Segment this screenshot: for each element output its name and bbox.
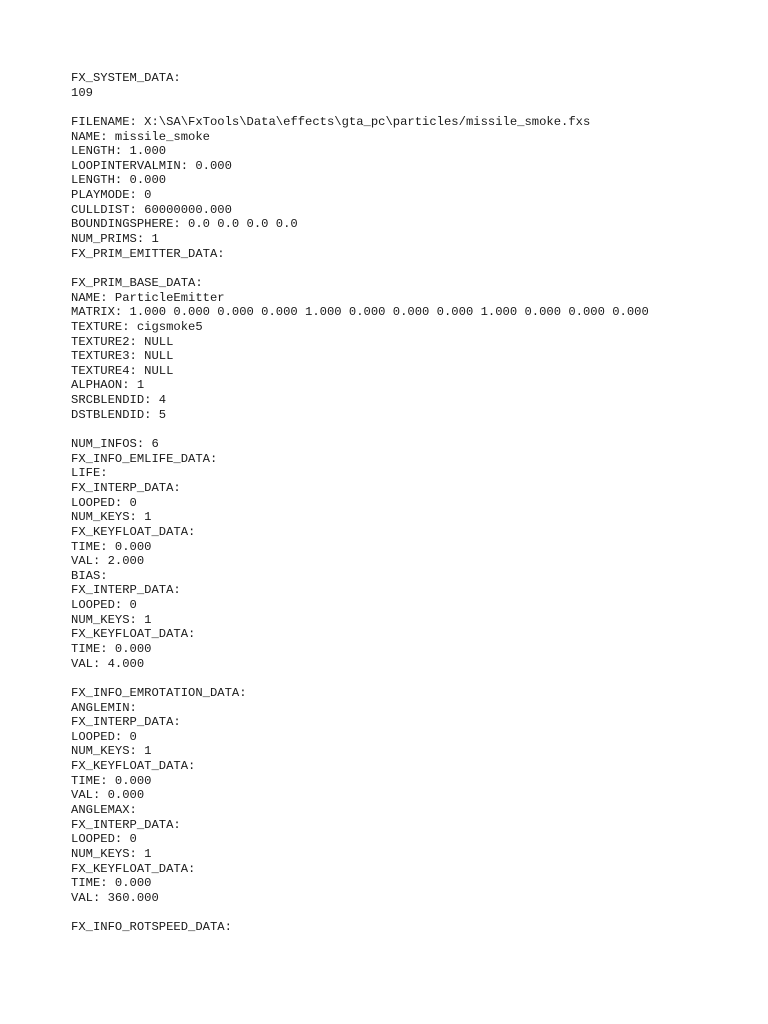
looped-line: LOOPED: 0 (71, 729, 137, 744)
srcblendid-line: SRCBLENDID: 4 (71, 393, 167, 408)
interp-data-line: FX_INTERP_DATA: (71, 480, 181, 495)
boundingsphere-line: BOUNDINGSPHERE: 0.0 0.0 0.0 0.0 (71, 217, 298, 232)
looped-line: LOOPED: 0 (71, 832, 137, 847)
system-version-value: 109 (71, 85, 93, 100)
texture3-line: TEXTURE3: NULL (71, 349, 174, 364)
looped-line: LOOPED: 0 (71, 598, 137, 613)
blank-line (71, 906, 761, 921)
blank-line (71, 671, 761, 686)
texture4-line: TEXTURE4: NULL (71, 363, 174, 378)
blank-line (71, 100, 761, 115)
keyfloat-data-line: FX_KEYFLOAT_DATA: (71, 759, 196, 774)
interp-data-line: FX_INTERP_DATA: (71, 817, 181, 832)
num-keys-line: NUM_KEYS: 1 (71, 846, 152, 861)
time-line: TIME: 0.000 (71, 773, 152, 788)
section-header-fx-system-data: FX_SYSTEM_DATA: (71, 71, 181, 85)
time-line: TIME: 0.000 (71, 641, 152, 656)
document-page (71, 71, 761, 935)
playmode-line: PLAYMODE: 0 (71, 188, 152, 203)
val-line: VAL: 2.000 (71, 554, 145, 569)
section-header-fx-prim-base-data: FX_PRIM_BASE_DATA: (71, 275, 203, 290)
texture2-line: TEXTURE2: NULL (71, 334, 174, 349)
length-line: LENGTH: 0.000 (71, 173, 167, 188)
num-infos-line: NUM_INFOS: 6 (71, 437, 159, 452)
name-line: NAME: missile_smoke (71, 129, 210, 144)
time-line: TIME: 0.000 (71, 539, 152, 554)
anglemax-label-line: ANGLEMAX: (71, 803, 137, 818)
name-line: NAME: ParticleEmitter (71, 290, 225, 305)
num-keys-line: NUM_KEYS: 1 (71, 510, 152, 525)
life-label-line: LIFE: (71, 466, 108, 481)
loopintervalmin-line: LOOPINTERVALMIN: 0.000 (71, 158, 232, 173)
culldist-line: CULLDIST: 60000000.000 (71, 202, 232, 217)
keyfloat-data-line: FX_KEYFLOAT_DATA: (71, 861, 196, 876)
texture-line: TEXTURE: cigsmoke5 (71, 319, 203, 334)
length-line: LENGTH: 1.000 (71, 144, 167, 159)
filename-line: FILENAME: X:\SA\FxTools\Data\effects\gta_pc\particles/missile_smoke.fxs (71, 114, 591, 129)
keyfloat-data-line: FX_KEYFLOAT_DATA: (71, 524, 196, 539)
blank-line (71, 422, 761, 437)
val-line: VAL: 360.000 (71, 890, 159, 905)
anglemin-label-line: ANGLEMIN: (71, 700, 137, 715)
val-line: VAL: 4.000 (71, 656, 145, 671)
interp-data-line: FX_INTERP_DATA: (71, 583, 181, 598)
val-line: VAL: 0.000 (71, 788, 145, 803)
section-header-fx-info-emlife-data: FX_INFO_EMLIFE_DATA: (71, 451, 218, 466)
keyfloat-data-line: FX_KEYFLOAT_DATA: (71, 627, 196, 642)
document-body (71, 71, 761, 935)
matrix-line: MATRIX: 1.000 0.000 0.000 0.000 1.000 0.000 0.000 0.000 1.000 0.000 0.000 0.000 (71, 305, 649, 320)
section-header-fx-prim-emitter-data: FX_PRIM_EMITTER_DATA: (71, 246, 225, 261)
num-keys-line: NUM_KEYS: 1 (71, 612, 152, 627)
dstblendid-line: DSTBLENDID: 5 (71, 407, 167, 422)
bias-label-line: BIAS: (71, 568, 108, 583)
num-keys-line: NUM_KEYS: 1 (71, 744, 152, 759)
interp-data-line: FX_INTERP_DATA: (71, 715, 181, 730)
alphaon-line: ALPHAON: 1 (71, 378, 145, 393)
blank-line (71, 261, 761, 276)
section-header-fx-info-emrotation-data: FX_INFO_EMROTATION_DATA: (71, 685, 247, 700)
time-line: TIME: 0.000 (71, 876, 152, 891)
looped-line: LOOPED: 0 (71, 495, 137, 510)
num-prims-line: NUM_PRIMS: 1 (71, 232, 159, 247)
section-header-fx-info-rotspeed-data: FX_INFO_ROTSPEED_DATA: (71, 920, 232, 935)
